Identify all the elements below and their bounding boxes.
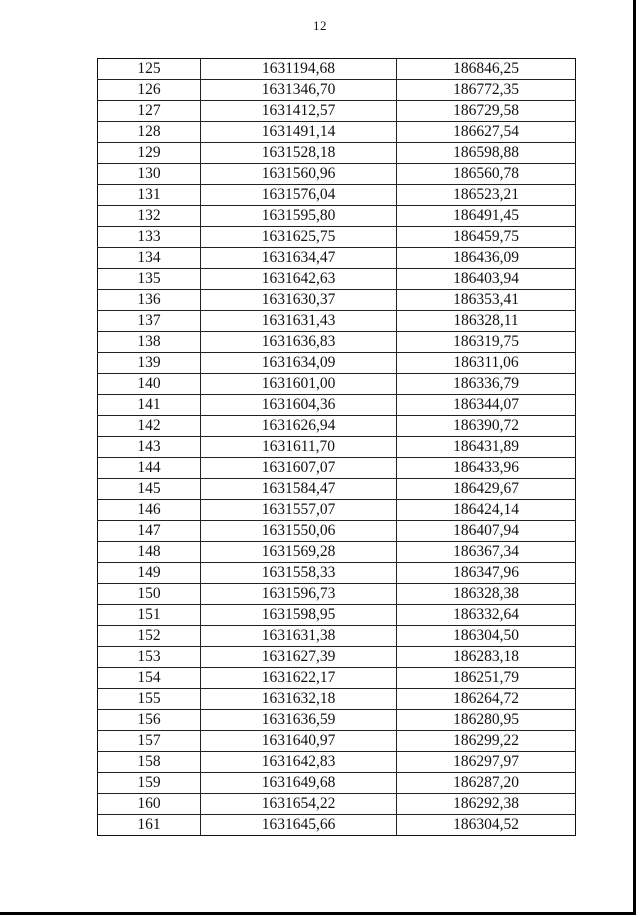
- y-coordinate-cell: 186264,72: [397, 689, 576, 710]
- point-number-cell: 126: [98, 80, 201, 101]
- point-number-cell: 150: [98, 584, 201, 605]
- table-row: [98, 290, 576, 311]
- y-coordinate-cell: 186344,07: [397, 395, 576, 416]
- table-row: [98, 689, 576, 710]
- y-coordinate-cell: 186304,50: [397, 626, 576, 647]
- table-row: [98, 353, 576, 374]
- x-coordinate-cell: 1631654,22: [201, 794, 397, 815]
- table-row: [98, 542, 576, 563]
- x-coordinate-cell: 1631528,18: [201, 143, 397, 164]
- point-number-cell: 132: [98, 206, 201, 227]
- x-coordinate-cell: 1631626,94: [201, 416, 397, 437]
- y-coordinate-cell: 186729,58: [397, 101, 576, 122]
- y-coordinate-cell: 186297,97: [397, 752, 576, 773]
- x-coordinate-cell: 1631569,28: [201, 542, 397, 563]
- table-row: [98, 269, 576, 290]
- table-row: [98, 584, 576, 605]
- y-coordinate-cell: 186433,96: [397, 458, 576, 479]
- table-row: [98, 374, 576, 395]
- y-coordinate-cell: 186390,72: [397, 416, 576, 437]
- x-coordinate-cell: 1631631,43: [201, 311, 397, 332]
- table-row: [98, 416, 576, 437]
- x-coordinate-cell: 1631627,39: [201, 647, 397, 668]
- point-number-cell: 153: [98, 647, 201, 668]
- y-coordinate-cell: 186459,75: [397, 227, 576, 248]
- y-coordinate-cell: 186431,89: [397, 437, 576, 458]
- x-coordinate-cell: 1631625,75: [201, 227, 397, 248]
- point-number-cell: 146: [98, 500, 201, 521]
- point-number-cell: 129: [98, 143, 201, 164]
- x-coordinate-cell: 1631607,07: [201, 458, 397, 479]
- y-coordinate-cell: 186292,38: [397, 794, 576, 815]
- y-coordinate-cell: 186407,94: [397, 521, 576, 542]
- x-coordinate-cell: 1631584,47: [201, 479, 397, 500]
- table-row: [98, 206, 576, 227]
- table-row: [98, 311, 576, 332]
- y-coordinate-cell: 186429,67: [397, 479, 576, 500]
- y-coordinate-cell: 186287,20: [397, 773, 576, 794]
- point-number-cell: 138: [98, 332, 201, 353]
- x-coordinate-cell: 1631631,38: [201, 626, 397, 647]
- table-row: [98, 59, 576, 80]
- coordinates-table-body: [98, 59, 576, 836]
- table-row: [98, 521, 576, 542]
- y-coordinate-cell: 186598,88: [397, 143, 576, 164]
- y-coordinate-cell: 186280,95: [397, 710, 576, 731]
- y-coordinate-cell: 186523,21: [397, 185, 576, 206]
- y-coordinate-cell: 186328,11: [397, 311, 576, 332]
- table-row: [98, 332, 576, 353]
- y-coordinate-cell: 186336,79: [397, 374, 576, 395]
- point-number-cell: 143: [98, 437, 201, 458]
- table-row: [98, 731, 576, 752]
- table-row: [98, 395, 576, 416]
- x-coordinate-cell: 1631412,57: [201, 101, 397, 122]
- y-coordinate-cell: 186251,79: [397, 668, 576, 689]
- point-number-cell: 145: [98, 479, 201, 500]
- x-coordinate-cell: 1631632,18: [201, 689, 397, 710]
- point-number-cell: 160: [98, 794, 201, 815]
- x-coordinate-cell: 1631601,00: [201, 374, 397, 395]
- x-coordinate-cell: 1631576,04: [201, 185, 397, 206]
- table-row: [98, 773, 576, 794]
- x-coordinate-cell: 1631550,06: [201, 521, 397, 542]
- y-coordinate-cell: 186772,35: [397, 80, 576, 101]
- table-row: [98, 101, 576, 122]
- table-row: [98, 227, 576, 248]
- x-coordinate-cell: 1631645,66: [201, 815, 397, 836]
- point-number-cell: 147: [98, 521, 201, 542]
- table-row: [98, 185, 576, 206]
- x-coordinate-cell: 1631640,97: [201, 731, 397, 752]
- y-coordinate-cell: 186304,52: [397, 815, 576, 836]
- table-row: [98, 164, 576, 185]
- point-number-cell: 131: [98, 185, 201, 206]
- point-number-cell: 141: [98, 395, 201, 416]
- point-number-cell: 148: [98, 542, 201, 563]
- y-coordinate-cell: 186627,54: [397, 122, 576, 143]
- point-number-cell: 149: [98, 563, 201, 584]
- table-row: [98, 815, 576, 836]
- table-row: [98, 647, 576, 668]
- point-number-cell: 134: [98, 248, 201, 269]
- point-number-cell: 142: [98, 416, 201, 437]
- point-number-cell: 140: [98, 374, 201, 395]
- x-coordinate-cell: 1631636,59: [201, 710, 397, 731]
- x-coordinate-cell: 1631630,37: [201, 290, 397, 311]
- point-number-cell: 156: [98, 710, 201, 731]
- point-number-cell: 152: [98, 626, 201, 647]
- x-coordinate-cell: 1631557,07: [201, 500, 397, 521]
- table-row: [98, 248, 576, 269]
- table-row: [98, 710, 576, 731]
- x-coordinate-cell: 1631558,33: [201, 563, 397, 584]
- table-row: [98, 605, 576, 626]
- table-row: [98, 794, 576, 815]
- table-row: [98, 752, 576, 773]
- point-number-cell: 161: [98, 815, 201, 836]
- y-coordinate-cell: 186846,25: [397, 59, 576, 80]
- x-coordinate-cell: 1631642,83: [201, 752, 397, 773]
- y-coordinate-cell: 186491,45: [397, 206, 576, 227]
- x-coordinate-cell: 1631636,83: [201, 332, 397, 353]
- x-coordinate-cell: 1631634,09: [201, 353, 397, 374]
- table-row: [98, 500, 576, 521]
- point-number-cell: 130: [98, 164, 201, 185]
- x-coordinate-cell: 1631491,14: [201, 122, 397, 143]
- point-number-cell: 133: [98, 227, 201, 248]
- point-number-cell: 128: [98, 122, 201, 143]
- point-number-cell: 157: [98, 731, 201, 752]
- table-row: [98, 122, 576, 143]
- table-row: [98, 563, 576, 584]
- x-coordinate-cell: 1631642,63: [201, 269, 397, 290]
- point-number-cell: 125: [98, 59, 201, 80]
- table-row: [98, 626, 576, 647]
- x-coordinate-cell: 1631346,70: [201, 80, 397, 101]
- y-coordinate-cell: 186403,94: [397, 269, 576, 290]
- y-coordinate-cell: 186424,14: [397, 500, 576, 521]
- y-coordinate-cell: 186560,78: [397, 164, 576, 185]
- point-number-cell: 139: [98, 353, 201, 374]
- point-number-cell: 155: [98, 689, 201, 710]
- x-coordinate-cell: 1631560,96: [201, 164, 397, 185]
- point-number-cell: 127: [98, 101, 201, 122]
- table-row: [98, 668, 576, 689]
- coordinates-table: [97, 58, 576, 836]
- y-coordinate-cell: 186283,18: [397, 647, 576, 668]
- table-row: [98, 437, 576, 458]
- x-coordinate-cell: 1631611,70: [201, 437, 397, 458]
- y-coordinate-cell: 186347,96: [397, 563, 576, 584]
- table-row: [98, 80, 576, 101]
- y-coordinate-cell: 186436,09: [397, 248, 576, 269]
- y-coordinate-cell: 186319,75: [397, 332, 576, 353]
- point-number-cell: 159: [98, 773, 201, 794]
- y-coordinate-cell: 186367,34: [397, 542, 576, 563]
- y-coordinate-cell: 186311,06: [397, 353, 576, 374]
- y-coordinate-cell: 186328,38: [397, 584, 576, 605]
- point-number-cell: 154: [98, 668, 201, 689]
- x-coordinate-cell: 1631598,95: [201, 605, 397, 626]
- x-coordinate-cell: 1631596,73: [201, 584, 397, 605]
- table-row: [98, 143, 576, 164]
- x-coordinate-cell: 1631194,68: [201, 59, 397, 80]
- point-number-cell: 135: [98, 269, 201, 290]
- x-coordinate-cell: 1631622,17: [201, 668, 397, 689]
- point-number-cell: 144: [98, 458, 201, 479]
- page-number: 12: [313, 18, 327, 33]
- table-row: [98, 479, 576, 500]
- y-coordinate-cell: 186332,64: [397, 605, 576, 626]
- x-coordinate-cell: 1631595,80: [201, 206, 397, 227]
- y-coordinate-cell: 186353,41: [397, 290, 576, 311]
- point-number-cell: 158: [98, 752, 201, 773]
- table-row: [98, 458, 576, 479]
- point-number-cell: 136: [98, 290, 201, 311]
- y-coordinate-cell: 186299,22: [397, 731, 576, 752]
- point-number-cell: 151: [98, 605, 201, 626]
- point-number-cell: 137: [98, 311, 201, 332]
- x-coordinate-cell: 1631634,47: [201, 248, 397, 269]
- x-coordinate-cell: 1631604,36: [201, 395, 397, 416]
- x-coordinate-cell: 1631649,68: [201, 773, 397, 794]
